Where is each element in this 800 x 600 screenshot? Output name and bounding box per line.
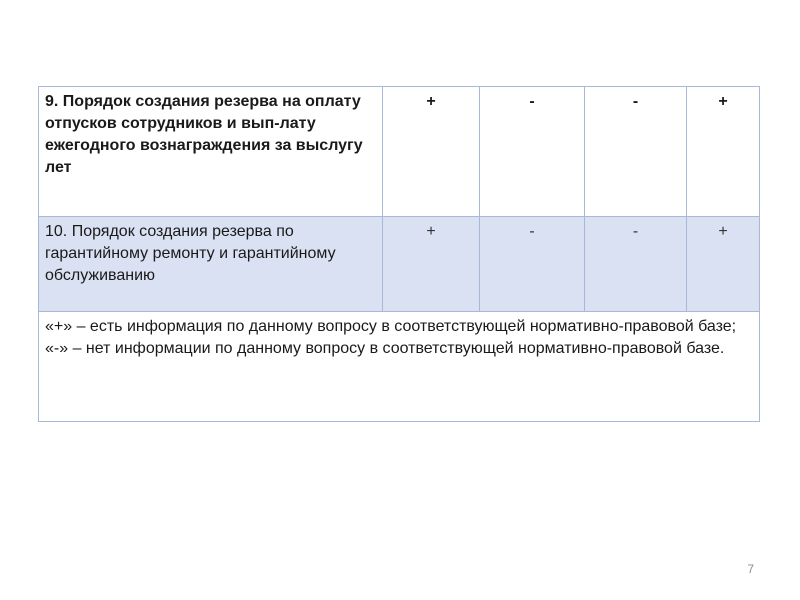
mark-cell: - [480, 217, 585, 312]
mark-cell: - [585, 87, 687, 217]
mark-cell: + [687, 217, 760, 312]
mark-cell: + [383, 217, 480, 312]
mark-cell: - [480, 87, 585, 217]
mark-cell: - [585, 217, 687, 312]
page-number: 7 [747, 562, 754, 576]
legend-plus: «+» – есть информация по данному вопросу в соответствующей нормативно-правовой базе; [45, 318, 737, 335]
mark-cell: + [687, 87, 760, 217]
table-row [39, 87, 760, 217]
legend-cell [39, 312, 760, 422]
legend-minus: «-» – нет информации по данному вопросу в соответствующей нормативно-правовой базе. [45, 340, 725, 357]
row-description: 10. Порядок создания резерва по гарантийному ремонту и гарантийному обслуживанию [39, 217, 383, 312]
row-description: 9. Порядок создания резерва на оплату отпусков сотрудников и вып-лату ежегодного вознаграждения за выслугу лет [39, 87, 383, 217]
mark-cell: + [383, 87, 480, 217]
legend-row [39, 312, 760, 422]
comparison-table [38, 86, 760, 422]
table-row [39, 217, 760, 312]
